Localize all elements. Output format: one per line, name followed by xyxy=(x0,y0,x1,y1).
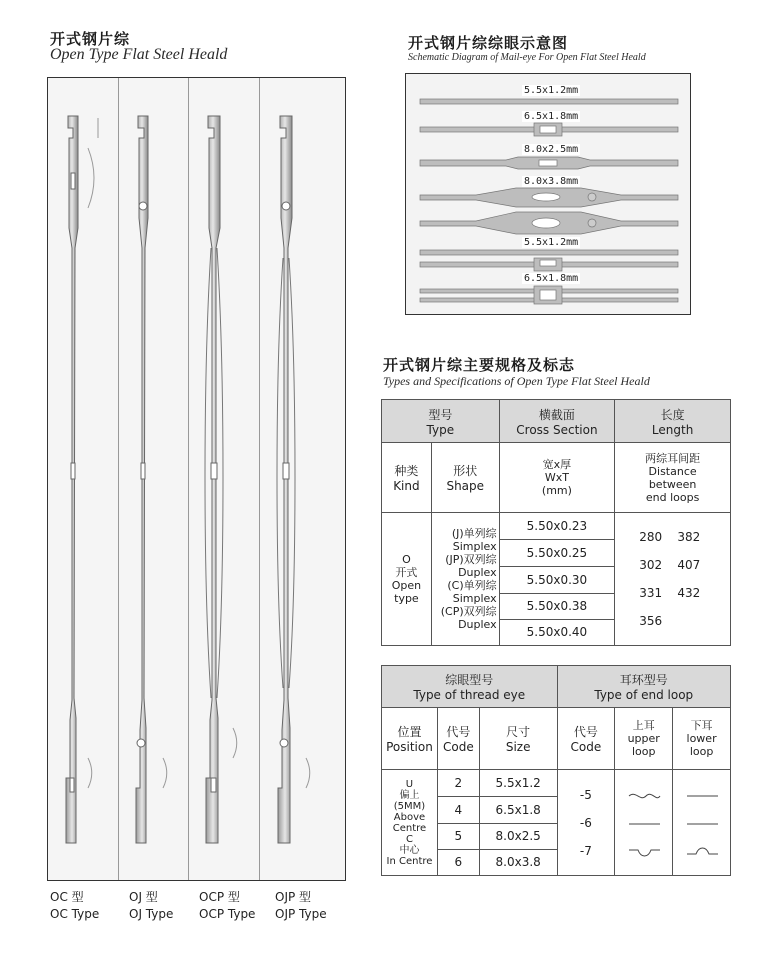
eye-label-6: 6.5x1.8mm xyxy=(524,273,579,284)
type-caption-oc: OC 型 OC Type xyxy=(50,890,100,921)
header-cross-section: 横截面 Cross Section xyxy=(499,400,615,443)
heald-illustration-panel xyxy=(47,77,346,881)
eye-label-1: 5.5x1.2mm xyxy=(524,85,579,96)
header-size: 尺寸 Size xyxy=(479,708,557,770)
type-caption-ocp: OCP 型 OCP Type xyxy=(199,890,256,921)
eye-label-4: 8.0x3.8mm xyxy=(524,176,579,187)
eye-size-list: 5.5x1.2 6.5x1.8 8.0x2.5 8.0x3.8 xyxy=(479,770,557,876)
spec-table xyxy=(381,399,731,646)
schematic-title-en: Schematic Diagram of Mail-eye For Open Flat Steel Heald xyxy=(408,52,646,63)
header-position: 位置 Position xyxy=(382,708,438,770)
header-code: 代号 Code xyxy=(437,708,479,770)
type-caption-oj: OJ 型 OJ Type xyxy=(129,890,174,921)
upper-loop-icons xyxy=(624,776,664,866)
length-list: 280 382 302 407 331 432 356 xyxy=(615,513,731,646)
oc-heald xyxy=(66,116,98,843)
spec-title-en: Types and Specifications of Open Type Flat Steel Heald xyxy=(383,374,650,388)
kind-open: O 开式 Open type xyxy=(382,513,432,646)
eye-label-5: 5.5x1.2mm xyxy=(524,237,579,248)
header-length: 长度 Length xyxy=(615,400,731,443)
heald-title-en: Open Type Flat Steel Heald xyxy=(50,46,228,63)
mail-eye-schematic-panel xyxy=(405,73,691,315)
position-list: U 偏上 (5MM) Above Centre C 中心 In Centre xyxy=(382,770,438,876)
eye-label-2: 6.5x1.8mm xyxy=(524,111,579,122)
loop-code-list: -5 -6 -7 xyxy=(557,770,615,876)
header-kind: 种类 Kind xyxy=(382,443,432,513)
header-shape: 形状 Shape xyxy=(431,443,499,513)
lower-loop-icons xyxy=(682,776,722,866)
lower-loop-shapes xyxy=(673,770,731,876)
eye-loop-table xyxy=(381,665,731,876)
ojp-heald xyxy=(277,116,310,843)
header-distance: 两综耳间距 Distance between end loops xyxy=(615,443,731,513)
schematic-title-zh: 开式钢片综综眼示意图 xyxy=(408,34,569,52)
header-wxt: 宽x厚 WxT (mm) xyxy=(499,443,615,513)
shape-list: (J)单列综 Simplex (JP)双列综 Duplex (C)单列综 Simplex (CP)双列综 Duplex xyxy=(431,513,499,646)
eye-code-list: 2 4 5 6 xyxy=(437,770,479,876)
header-end-loop: 耳环型号 Type of end loop xyxy=(557,666,730,708)
heald-title-zh: 开式钢片综 xyxy=(50,30,131,48)
header-thread-eye: 综眼型号 Type of thread eye xyxy=(382,666,558,708)
heald-drawings xyxy=(48,78,345,880)
header-lower-loop: 下耳 lower loop xyxy=(673,708,731,770)
oj-heald xyxy=(136,116,167,843)
header-type: 型号 Type xyxy=(382,400,500,443)
cross-section-list: 5.50x0.23 5.50x0.25 5.50x0.30 5.50x0.38 5.50x0.40 xyxy=(499,513,615,646)
header-loop-code: 代号 Code xyxy=(557,708,615,770)
spec-title-zh: 开式钢片综主要规格及标志 xyxy=(383,356,576,374)
type-caption-ojp: OJP 型 OJP Type xyxy=(275,890,327,921)
header-upper-loop: 上耳 upper loop xyxy=(615,708,673,770)
eye-label-3: 8.0x2.5mm xyxy=(524,144,579,155)
upper-loop-shapes xyxy=(615,770,673,876)
ocp-heald xyxy=(205,116,237,843)
